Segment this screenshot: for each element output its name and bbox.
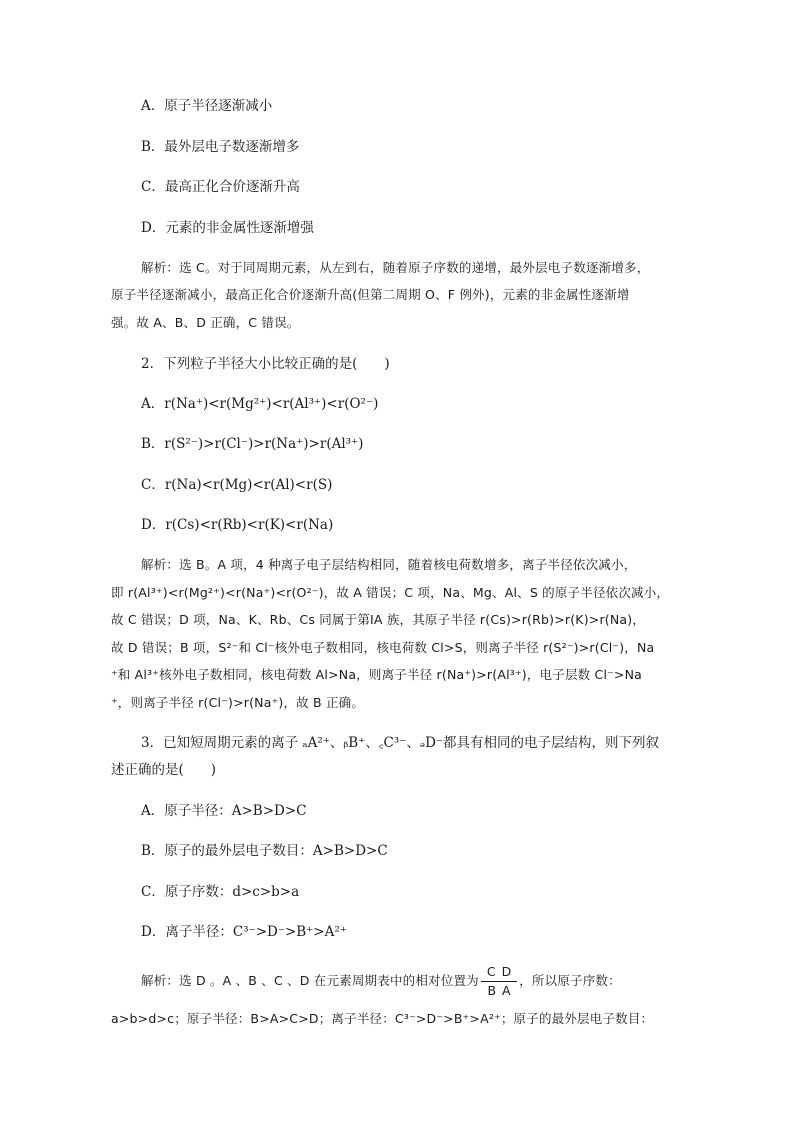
q2-explanation-line: ⁺，则离子半径 r(Cl⁻)>r(Na⁺)，故 B 正确。 [111, 695, 365, 710]
q3-option-d: D．离子半径：C³⁻>D⁻>B⁺>A²⁺ [141, 924, 347, 940]
q2-option-a: A．r(Na⁺)<r(Mg²⁺)<r(Al³⁺)<r(O²⁻) [141, 396, 379, 412]
periodic-position-fraction [481, 965, 517, 998]
question-2-stem: 2．下列粒子半径大小比较正确的是( ) [141, 356, 390, 372]
q3-option-c: C．原子序数：d>c>b>a [141, 884, 300, 900]
question-3-stem: 3．已知短周期元素的离子 ₐA²⁺、ᵦB⁺、꜀C³⁻、ₔD⁻都具有相同的电子层结构，则下列叙 [141, 735, 660, 751]
q2-explanation-line: 即 r(Al³⁺)<r(Mg²⁺)<r(Na⁺)<r(O²⁻)，故 A 错误；C 项，Na、Mg、Al、S 的原子半径依次减小， [111, 585, 670, 600]
explanation-text: ，所以原子序数： [519, 973, 621, 988]
option-a: A．原子半径逐渐减小 [141, 98, 273, 114]
fraction-bottom: BA [487, 983, 517, 998]
q2-explanation-line: 解析：选 B。A 项，4 种离子电子层结构相同，随着核电荷数增多，离子半径依次减小， [141, 557, 637, 572]
q2-option-c: C．r(Na)<r(Mg)<r(Al)<r(S) [141, 477, 333, 493]
option-c: C．最高正化合价逐渐升高 [141, 179, 300, 195]
q2-option-d: D．r(Cs)<r(Rb)<r(K)<r(Na) [141, 517, 334, 533]
explanation-line: 原子半径逐渐减小，最高正化合价逐渐升高(但第二周期 O、F 例外)，元素的非金属性逐渐增 [111, 287, 630, 302]
q2-explanation-line: ⁺和 Al³⁺核外电子数相同，核电荷数 Al>Na，则离子半径 r(Na⁺)>r(Al³⁺)，电子层数 Cl⁻>Na [111, 667, 643, 682]
explanation-line: 解析：选 C。对于同周期元素，从左到右，随着原子序数的递增，最外层电子数逐渐增多， [141, 260, 650, 275]
q3-explanation-line [141, 962, 621, 1000]
option-b: B．最外层电子数逐渐增多 [141, 139, 300, 155]
question-3-stem-cont: 述正确的是( ) [111, 762, 217, 778]
fraction-top: CD [486, 964, 518, 979]
fraction-bar [481, 981, 517, 982]
q2-explanation-line: 故 C 错误；D 项，Na、K、Rb、Cs 同属于第ⅠA 族，其原子半径 r(Cs)>r(Rb)>r(K)>r(Na)， [111, 612, 646, 627]
q2-explanation-line: 故 D 错误；B 项，S²⁻和 Cl⁻核外电子数相同，核电荷数 Cl>S，则离子半径 r(S²⁻)>r(Cl⁻)，Na [111, 640, 655, 655]
q3-option-a: A．原子半径：A>B>D>C [141, 803, 307, 819]
explanation-line: 强。故 A、B、D 正确，C 错误。 [111, 315, 300, 330]
option-d: D．元素的非金属性逐渐增强 [141, 220, 314, 236]
q3-explanation-line: a>b>d>c；原子半径：B>A>C>D；离子半径：C³⁻>D⁻>B⁺>A²⁺；原子的最外层电子数目： [111, 1011, 654, 1026]
explanation-text: 解析：选 D 。A 、B 、C 、D 在元素周期表中的相对位置为 [141, 973, 479, 988]
q3-option-b: B．原子的最外层电子数目：A>B>D>C [141, 843, 388, 859]
q2-option-b: B．r(S²⁻)>r(Cl⁻)>r(Na⁺)>r(Al³⁺) [141, 436, 364, 452]
